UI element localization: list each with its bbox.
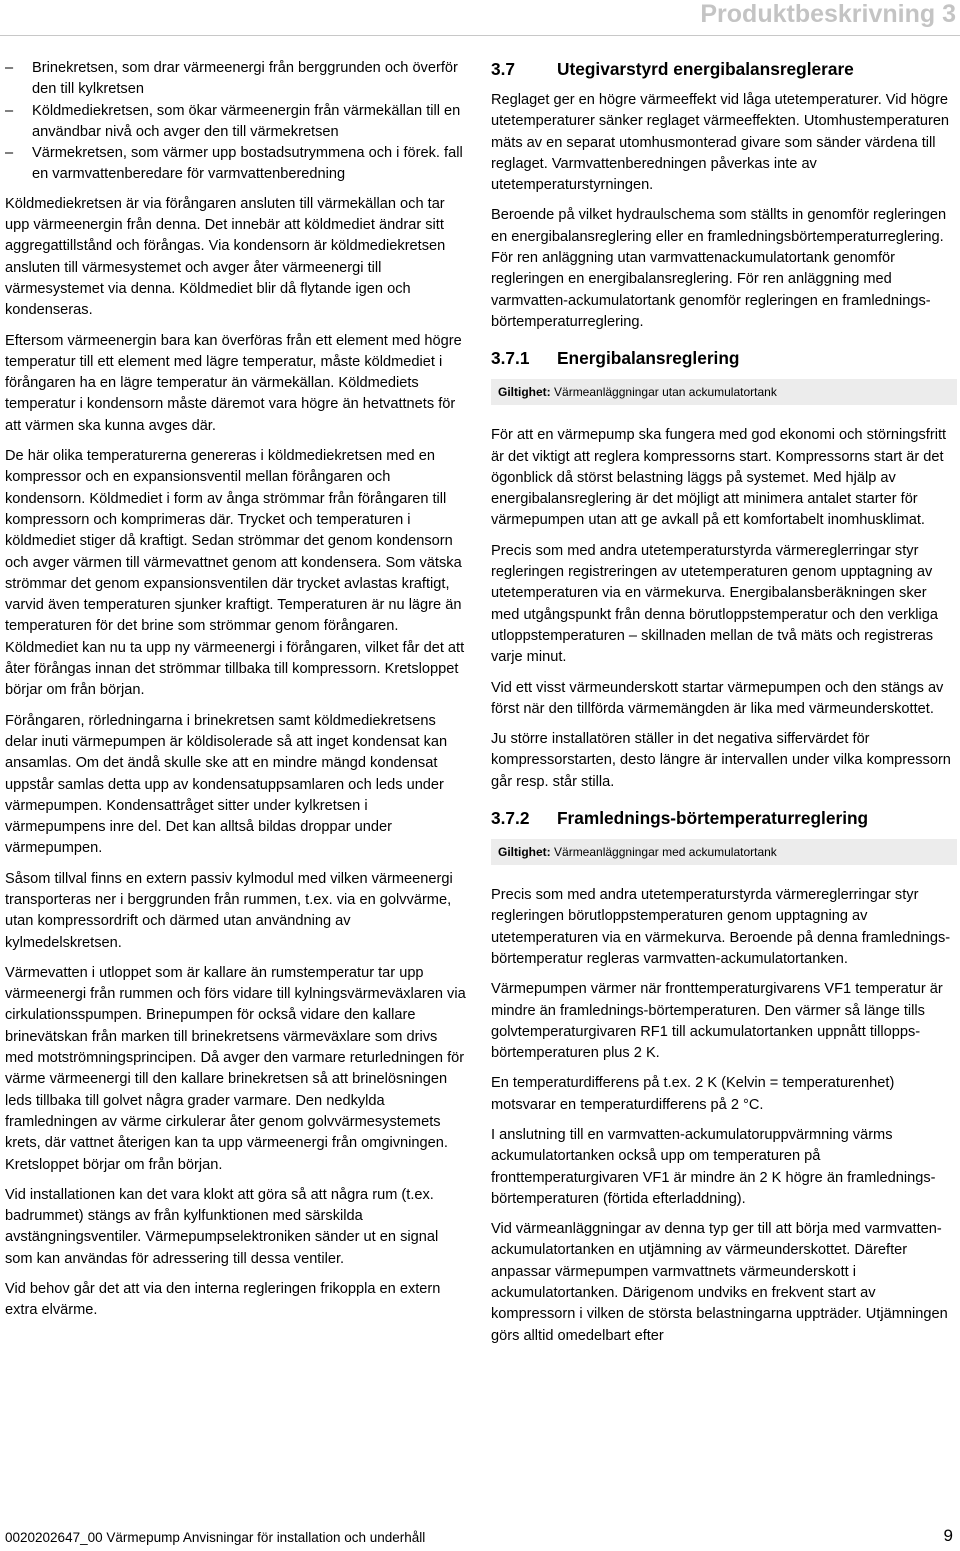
paragraph: Beroende på vilket hydraulschema som ställts in genomför regleringen en energibalansreglering eller en framledningsbörtemperaturreglering. För ren anläggning utan varmvattenackumulatortank genomför regleringen en energibalansreglering. För ren anläggning med varmvatten-ackumulatortank genomför regleringen en framlednings-börtemperaturreglering. [491, 207, 947, 330]
section-heading-3-7 [491, 58, 957, 80]
section-title: Energibalansreglering [557, 348, 740, 369]
paragraph: Vid installationen kan det vara klokt att göra så att några rum (t.ex. badrummet) stängs av från kylfunktionen med särskilda avstängningsventiler. Värmepumpselektroniken sänder ut en signal som kan användas för adressering till dessa ventiler. [5, 1186, 439, 1267]
left-column [5, 58, 467, 1331]
document-id: 0020202647_00 Värmepump Anvisningar för installation och underhåll [5, 1530, 426, 1545]
paragraph: Precis som med andra utetemperaturstyrda värmereglerringar styr regleringen börutloppstemperaturen genom upptagning av utetemperaturen via en värmekurva. Beroende på denna framlednings-börtemperatur regleras varmvatten-ackumulatortanken. [491, 887, 951, 967]
list-item: – Köldmediekretsen, som ökar värmeenergin från värmekällan till en användbar nivå och avger den till värmekretsen [5, 101, 467, 144]
paragraph: Vid värmeanläggningar av denna typ ger till att börja med varmvatten-ackumulatortanken en utjämning av värmeunderskottet. Därefter anpassar värmepumpen varmvattnets värmeunderskott i ackumulatortanken. Därigenom undviks en frekvent start av kompressorn i vilken de största belastningarna uppträder. Utjämningen görs alltid omedelbart efter [491, 1221, 948, 1344]
paragraph: Såsom tillval finns en extern passiv kylmodul med vilken värmeenergi transporteras ner i berggrunden från rummen, t.ex. via en golvvärme, utan kompressordrift och därmed utan användning av kylmedelskretsen. [5, 870, 453, 951]
section-heading-3-7-1 [491, 347, 957, 369]
paragraph: Förångaren, rörledningarna i brinekretsen samt köldmediekretsens delar inuti värmepumpen är köldisolerade så att inget kondensat kan ansamlas. Om det ändå skulle ske att en mindre mängd kondensat uppstår samlas detta upp av kondensatuppsamlaren och leds under värmepumpen. Kondensattråget sitter under kylkretsen i värmepumpens inre del. Det kan alltså bildas droppar under värmepumpen. [5, 712, 448, 857]
validity-text: Värmeanläggningar utan ackumulatortank [554, 385, 777, 400]
page-header [0, 0, 960, 38]
chapter-title: Produktbeskrivning 3 [700, 0, 956, 28]
paragraph: Eftersom värmeenergin bara kan överföras från ett element med högre temperatur till ett element med lägre temperatur, måste köldmediet i förångaren ha en lägre temperatur än värmekällan. Köldmediets temperatur i kondensorn måste däremot vara högre än hetvattnets för att värmen ska kunna avges där. [5, 332, 462, 434]
section-title: Framlednings-börtemperaturreglering [557, 808, 869, 829]
section-number: 3.7.2 [491, 808, 530, 829]
paragraph: Reglaget ger en högre värmeeffekt vid låga utetemperaturer. Vid högre utetemperaturer sänker reglaget värmeeffekten. Utomhustemperaturen mäts av en separat utomhusmonterad givare som sänder värdena till reglaget. Varmvattenberedningen påverkas inte av utetemperaturstyrningen. [491, 92, 950, 194]
validity-label: Giltighet: [498, 385, 551, 400]
section-title: Utegivarstyrd energibalansreglerare [557, 59, 854, 79]
paragraph: Värmevatten i utloppet som är kallare än rumstemperatur tar upp värmeenergi från rummen och förs vidare till kylningsvärmeväxlaren via cirkulationsspumpen. Brinepumpen för också vidare den kallare brinevätskan från marken till brinekretsens värmeväxlare som drivs med motströmningsprincipen. Då avger den varmare returledningen för värme värmeenergi till den kallare brinekretsen så att brinelösningen leds tillbaka till golvet några grader varmare. Den nedkylda framledningen av värme cirkulerar åter genom golvvärmesystemets krets, där vattnet återigen kan ta upp värmeenergi från omgivningen. Kretsloppet börjar om från början. [5, 964, 466, 1173]
circuit-list [5, 58, 467, 186]
validity-box [491, 839, 957, 865]
section-heading-3-7-2 [491, 807, 957, 829]
header-divider [0, 35, 960, 36]
paragraph: Värmepumpen värmer när fronttemperaturgivarens VF1 temperatur är mindre än framlednings-börtemperaturen. Den värmer så länge tills golvtemperaturgivaren RF1 till ackumulatortanken uppnått tillopps-börtemperaturen plus 2 K. [491, 981, 943, 1062]
paragraph: Ju större installatören ställer in det negativa siffervärdet för kompressorstarten, desto längre är intervallen under vilka kompressorn går resp. står stilla. [491, 731, 951, 790]
list-item: – Värmekretsen, som värmer upp bostadsutrymmena och i förek. fall en varmvattenberedare för varmvattenberedning [5, 143, 467, 186]
paragraph: Precis som med andra utetemperaturstyrda värmereglerringar styr regleringen registreringen av utetemperaturen genom upptagning av utetemperaturen via en värmekurva. Energibalansberäkningen sker med utgångspunkt från denna börutloppstemperatur och den verkliga utloppstemperaturen – skillnaden mellan de två mäts och registreras varje minut. [491, 542, 939, 666]
paragraph: Vid behov går det att via den interna regleringen frikoppla en extern extra elvärme. [5, 1281, 441, 1319]
page-number: 9 [943, 1526, 953, 1545]
paragraph: En temperaturdifferens på t.ex. 2 K (Kelvin = temperaturenhet) motsvarar en temperaturdifferens på 2 °C. [491, 1075, 895, 1113]
section-number: 3.7.1 [491, 348, 530, 369]
paragraph: Vid ett visst värmeunderskott startar värmepumpen och den stängs av först när den tillförda värmemängden är lika med värmeunderskottet. [491, 679, 944, 717]
paragraph: Köldmediekretsen är via förångaren ansluten till värmekällan och tar upp värmeenergin från denna. Det innebär att köldmediet ändrar sitt aggregattillstånd och förångas. Via kondensorn är köldmediekretsen ansluten till värmesystemet och avger åter värmeenergi till värmesystemet via denna. Köldmediet blir då flytande igen och kondenseras. [5, 195, 446, 319]
list-item: – Brinekretsen, som drar värmeenergi från berggrunden och överför den till kylkretsen [5, 58, 467, 101]
paragraph: I anslutning till en varmvatten-ackumulatoruppvärmning värms ackumulatortanken också upp om temperaturen på fronttemperaturgivaren VF1 är mindre än 2 K högre än framlednings-börtemperaturen (förtida efterladdning). [491, 1126, 936, 1207]
paragraph: De här olika temperaturerna genereras i köldmediekretsen med en kompressor och en expansionsventil mellan förångaren och kondensorn. Köldmediet i form av ånga strömmar från förångaren till kompressorn och komprimeras där. Trycket och temperaturen i köldmediet stiger då kraftigt. Sedan strömmar det genom kondensorn och avger värmen till värmevattnet genom att kondensera. Som vätska strömmar det genom expansionsventilen där trycket avlastas kraftigt, varvid även temperaturen sjunker kraftigt. Temperaturen är nu lägre än temperaturen för det brine som strömmar genom förångaren. Köldmediet kan nu ta upp ny värmeenergi i förångaren, vilket får det att åter förångas innan det strömmar tillbaka till kompressorn. Kretsloppet börjar om från början. [5, 448, 465, 699]
section-number: 3.7 [491, 59, 516, 79]
paragraph: För att en värmepump ska fungera med god ekonomi och störningsfritt är det viktigt att reglera kompressorns start. Kompressorns start är det ögonblick då störst belastning läggs på systemet. Med hjälp av energibalansreglering är det möjligt att minimera antalet starter för värmepumpen utan att ge avkall på ett komfortabelt inomhusklimat. [491, 427, 947, 529]
validity-box [491, 379, 957, 405]
validity-label: Giltighet: [498, 845, 551, 860]
right-column [491, 58, 957, 1356]
validity-text: Värmeanläggningar med ackumulatortank [554, 845, 777, 860]
